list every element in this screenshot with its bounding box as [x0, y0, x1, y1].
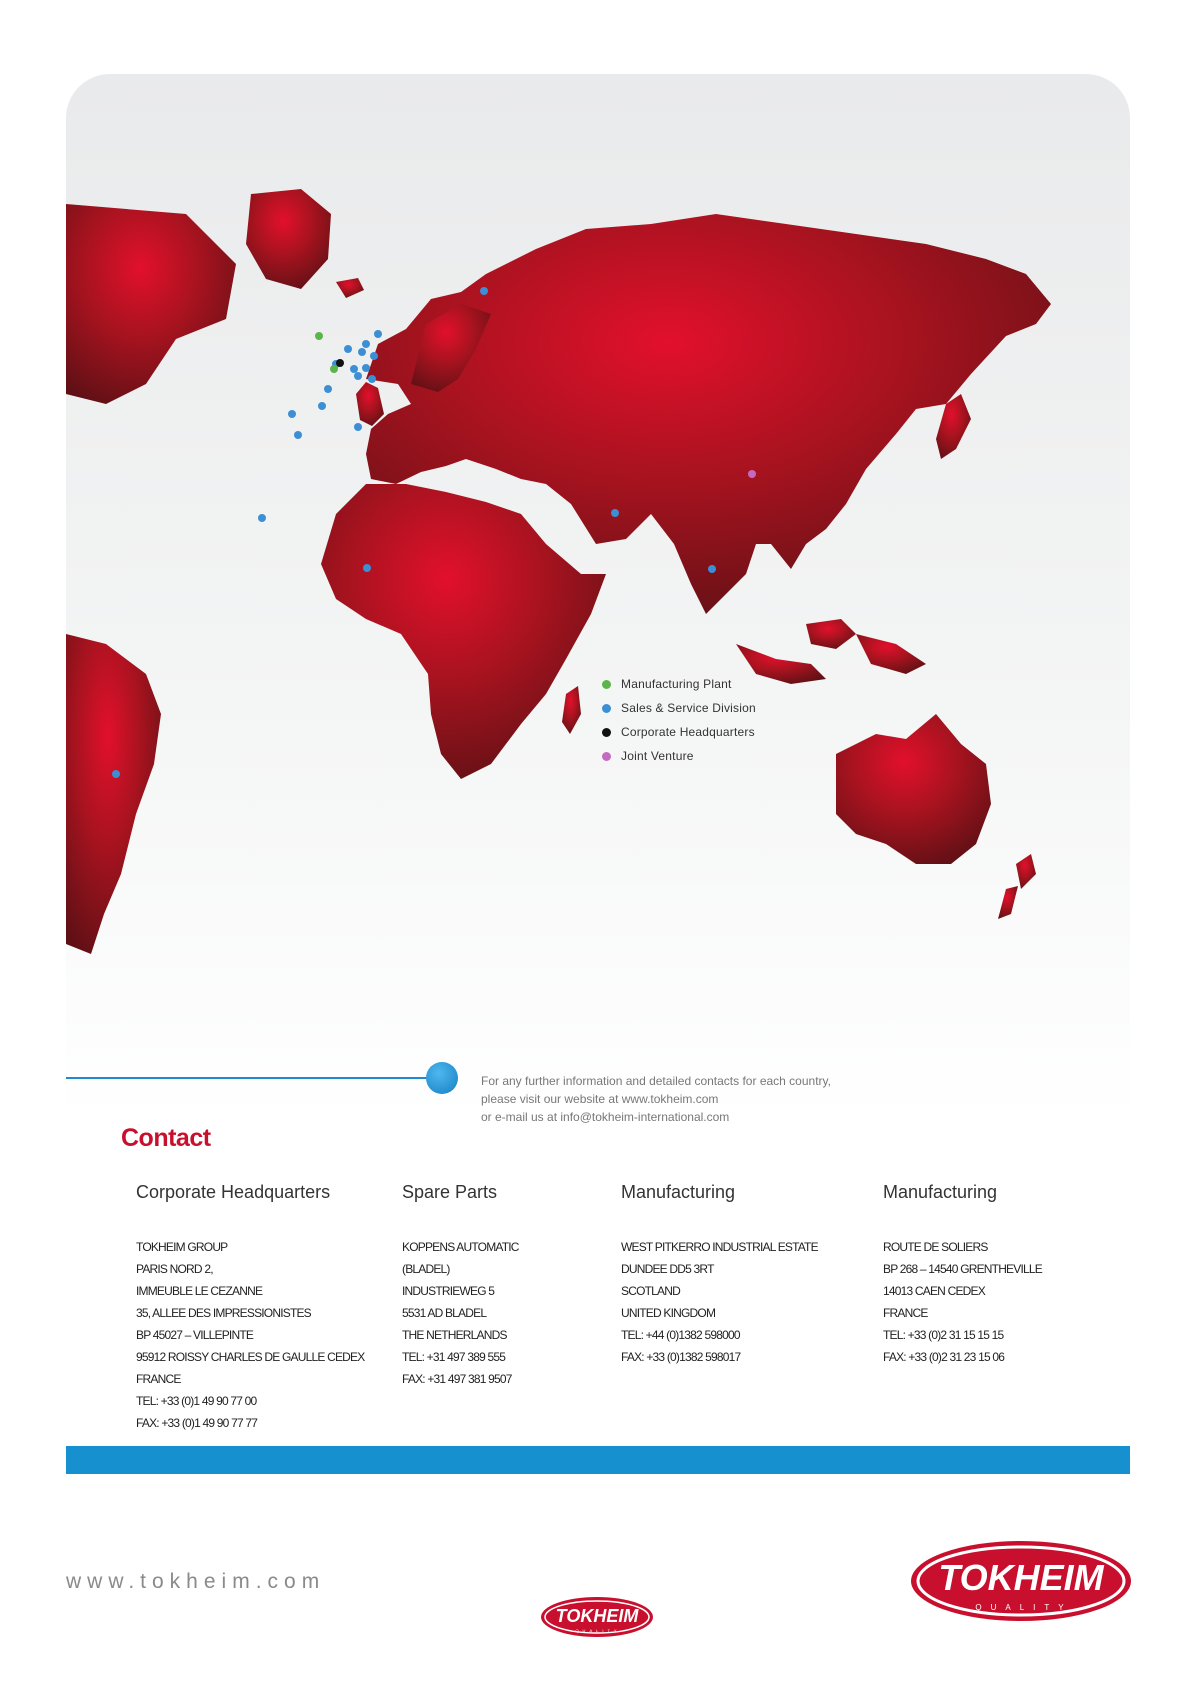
fax-line: FAX: +31 497 381 9507: [402, 1372, 512, 1386]
divider-line: [66, 1077, 432, 1079]
address-line: 95912 ROISSY CHARLES DE GAULLE CEDEX: [136, 1350, 365, 1364]
address-line: 35, ALLEE DES IMPRESSIONISTES: [136, 1306, 311, 1320]
column-heading: Spare Parts: [402, 1182, 498, 1202]
legend-item: [602, 720, 756, 744]
info-line: please visit our website at www.tokheim.com: [481, 1092, 719, 1106]
address-line: UNITED KINGDOM: [621, 1306, 716, 1320]
address-line: INDUSTRIEWEG 5: [402, 1284, 495, 1298]
column-heading: Corporate Headquarters: [136, 1182, 331, 1202]
address-line: ROUTE DE SOLIERS: [883, 1240, 988, 1254]
address-line: (BLADEL): [402, 1262, 450, 1276]
legend-item: [602, 744, 756, 768]
legend-label: Manufacturing Plant: [621, 677, 732, 691]
legend-marker-icon: [602, 728, 611, 737]
legend-marker-icon: [602, 680, 611, 689]
contact-column-spare-parts: [402, 1182, 652, 1390]
column-heading: Manufacturing: [883, 1182, 998, 1202]
address-line: FRANCE: [136, 1372, 181, 1386]
address-line: WEST PITKERRO INDUSTRIAL ESTATE: [621, 1240, 818, 1254]
legend-label: Joint Venture: [621, 749, 694, 763]
website-url[interactable]: www.tokheim.com: [66, 1570, 326, 1593]
address-line: TOKHEIM GROUP: [136, 1240, 228, 1254]
address-line: SCOTLAND: [621, 1284, 680, 1298]
tokheim-logo-small: [540, 1596, 654, 1638]
legend-label: Corporate Headquarters: [621, 725, 755, 739]
contact-title: Contact: [121, 1124, 211, 1152]
continents: [66, 189, 1051, 954]
address-line: PARIS NORD 2,: [136, 1262, 213, 1276]
logo-tagline: QUALITY: [975, 1603, 1073, 1612]
address-line: IMMEUBLE LE CEZANNE: [136, 1284, 263, 1298]
logo-tagline: QUALITY: [575, 1628, 621, 1633]
legend-marker-icon: [602, 752, 611, 761]
address-line: FRANCE: [883, 1306, 928, 1320]
map-panel: [66, 74, 1130, 1470]
fax-line: FAX: +33 (0)2 31 23 15 06: [883, 1350, 1005, 1364]
contact-column-headquarters: [136, 1182, 386, 1434]
address-line: DUNDEE DD5 3RT: [621, 1262, 714, 1276]
address-line: THE NETHERLANDS: [402, 1328, 507, 1342]
info-line: For any further information and detailed contacts for each country,: [481, 1074, 831, 1088]
contact-column-manufacturing-france: [883, 1182, 1130, 1368]
address-line: 14013 CAEN CEDEX: [883, 1284, 985, 1298]
legend-item: [602, 696, 756, 720]
logo-wordmark: TOKHEIM: [555, 1606, 639, 1626]
legend-item: [602, 672, 756, 696]
fax-line: FAX: +33 (0)1 49 90 77 77: [136, 1416, 258, 1430]
address-line: 5531 AD BLADEL: [402, 1306, 487, 1320]
address-line: BP 268 – 14540 GRENTHEVILLE: [883, 1262, 1042, 1276]
footer-bar: [66, 1446, 1130, 1474]
fax-line: FAX: +33 (0)1382 598017: [621, 1350, 741, 1364]
map-legend: [602, 672, 756, 768]
tokheim-logo-large: [910, 1538, 1132, 1624]
contact-info-note: [481, 1072, 831, 1126]
world-map: [66, 74, 1130, 974]
address-line: KOPPENS AUTOMATIC: [402, 1240, 519, 1254]
legend-label: Sales & Service Division: [621, 701, 756, 715]
info-line: or e-mail us at info@tokheim-international.com: [481, 1110, 730, 1124]
logo-wordmark: TOKHEIM: [938, 1557, 1104, 1598]
phone-line: TEL: +31 497 389 555: [402, 1350, 506, 1364]
address-line: BP 45027 – VILLEPINTE: [136, 1328, 254, 1342]
column-heading: Manufacturing: [621, 1182, 736, 1202]
phone-line: TEL: +33 (0)2 31 15 15 15: [883, 1328, 1004, 1342]
phone-line: TEL: +44 (0)1382 598000: [621, 1328, 740, 1342]
divider-dot: [426, 1062, 458, 1094]
contact-column-manufacturing-uk: [621, 1182, 871, 1368]
legend-marker-icon: [602, 704, 611, 713]
phone-line: TEL: +33 (0)1 49 90 77 00: [136, 1394, 257, 1408]
